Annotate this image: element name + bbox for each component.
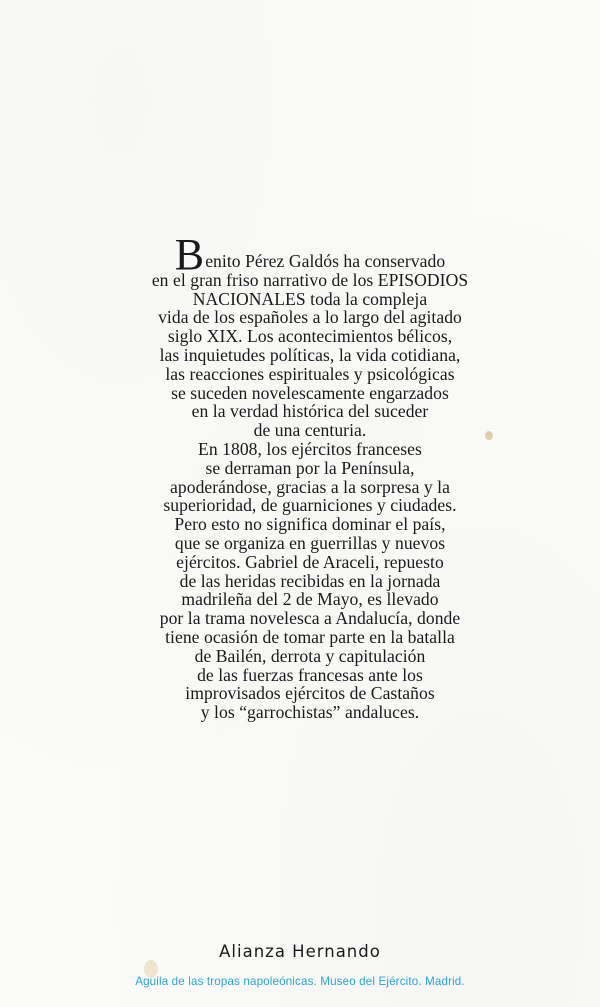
blurb-text bbox=[90, 230, 530, 723]
blurb-first-line: enito Pérez Galdós ha conservado bbox=[205, 251, 446, 271]
blurb-line: ejércitos. Gabriel de Araceli, repuesto bbox=[176, 551, 444, 572]
blurb-line: superioridad, de guarniciones y ciudades. bbox=[163, 495, 457, 516]
blurb-line: y los “garrochistas” andaluces. bbox=[200, 702, 420, 723]
blurb-line: de las fuerzas francesas ante los bbox=[197, 664, 423, 685]
cover-image-caption: Aguila de las tropas napoleónicas. Museo del Ejército. Madrid. bbox=[135, 975, 465, 988]
blurb-line: en la verdad histórica del suceder bbox=[191, 401, 429, 422]
blurb-line: se suceden novelescamente engarzados bbox=[171, 382, 449, 403]
blurb-line: Pero esto no significa dominar el país, bbox=[174, 514, 446, 535]
blurb-line: en el gran friso narrativo de los EPISODIOS bbox=[151, 269, 469, 290]
paper-stain bbox=[485, 431, 493, 440]
blurb-line: que se organiza en guerrillas y nuevos bbox=[174, 532, 446, 553]
blurb-line: de las heridas recibidas en la jornada bbox=[179, 570, 441, 591]
blurb-line: madrileña del 2 de Mayo, es llevado bbox=[181, 589, 439, 610]
blurb-line: por la trama novelesca a Andalucía, donde bbox=[159, 608, 461, 629]
blurb-line: las inquietudes políticas, la vida cotidiana, bbox=[159, 344, 461, 365]
blurb-line: tiene ocasión de tomar parte en la batalla bbox=[165, 626, 455, 647]
blurb-line: de Bailén, derrota y capitulación bbox=[194, 645, 426, 666]
blurb-line: de una centuria. bbox=[253, 420, 367, 441]
blurb-line: las reacciones espirituales y psicológicas bbox=[165, 363, 455, 384]
blurb-line: siglo XIX. Los acontecimientos bélicos, bbox=[167, 326, 453, 347]
blurb-line: improvisados ejércitos de Castaños bbox=[185, 683, 435, 704]
drop-cap: B bbox=[174, 230, 205, 279]
publisher-name: Alianza Hernando bbox=[219, 942, 381, 961]
blurb-line: apoderándose, gracias a la sorpresa y la bbox=[170, 476, 450, 497]
blurb-line: vida de los españoles a lo largo del agitado bbox=[158, 307, 462, 328]
blurb-line bbox=[90, 230, 530, 279]
blurb-line: En 1808, los ejércitos franceses bbox=[198, 438, 422, 459]
blurb-line: se derraman por la Península, bbox=[205, 457, 415, 478]
blurb-line: NACIONALES toda la compleja bbox=[192, 288, 428, 309]
